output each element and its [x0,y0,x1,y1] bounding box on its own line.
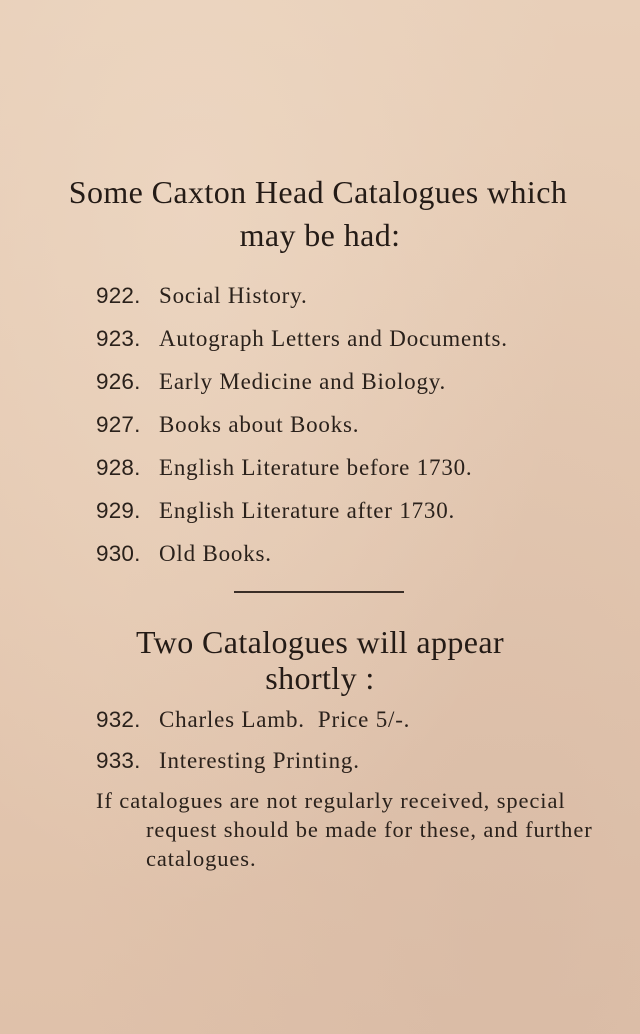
catalogue-number: 927. [96,412,141,437]
upcoming-heading-line-1: Two Catalogues will appear [135,624,505,660]
catalogue-title: Social History. [159,283,308,308]
heading-line-2: may be had: [239,217,401,253]
catalogue-number: 929. [96,498,141,523]
catalogue-number: 926. [96,369,141,394]
catalogue-title: English Literature after 1730. [159,498,456,523]
note-line-2: request should be made for these, and further [146,817,593,842]
catalogue-number: 932. [96,707,141,732]
catalogue-number: 923. [96,326,141,351]
catalogue-title: Old Books. [159,541,272,566]
heading-line-1: Some Caxton Head Catalogues which [68,174,568,210]
upcoming-heading-line-2: shortly : [265,660,375,696]
divider-rule [234,591,404,593]
catalogue-number: 933. [96,748,141,773]
note-line-1: If catalogues are not regularly received, special [96,788,566,813]
catalogue-title: Books about Books. [159,412,360,437]
catalogue-number: 928. [96,455,141,480]
note-line-3: catalogues. [146,846,257,871]
catalogue-title: English Literature before 1730. [159,455,473,480]
catalogue-title: Interesting Printing. [159,748,360,773]
catalogue-title: Charles Lamb. Price 5/-. [159,707,411,732]
catalogue-number: 930. [96,541,141,566]
catalogue-title: Autograph Letters and Documents. [159,326,508,351]
catalogue-title: Early Medicine and Biology. [159,369,447,394]
catalogue-number: 922. [96,283,141,308]
request-note [96,786,593,873]
